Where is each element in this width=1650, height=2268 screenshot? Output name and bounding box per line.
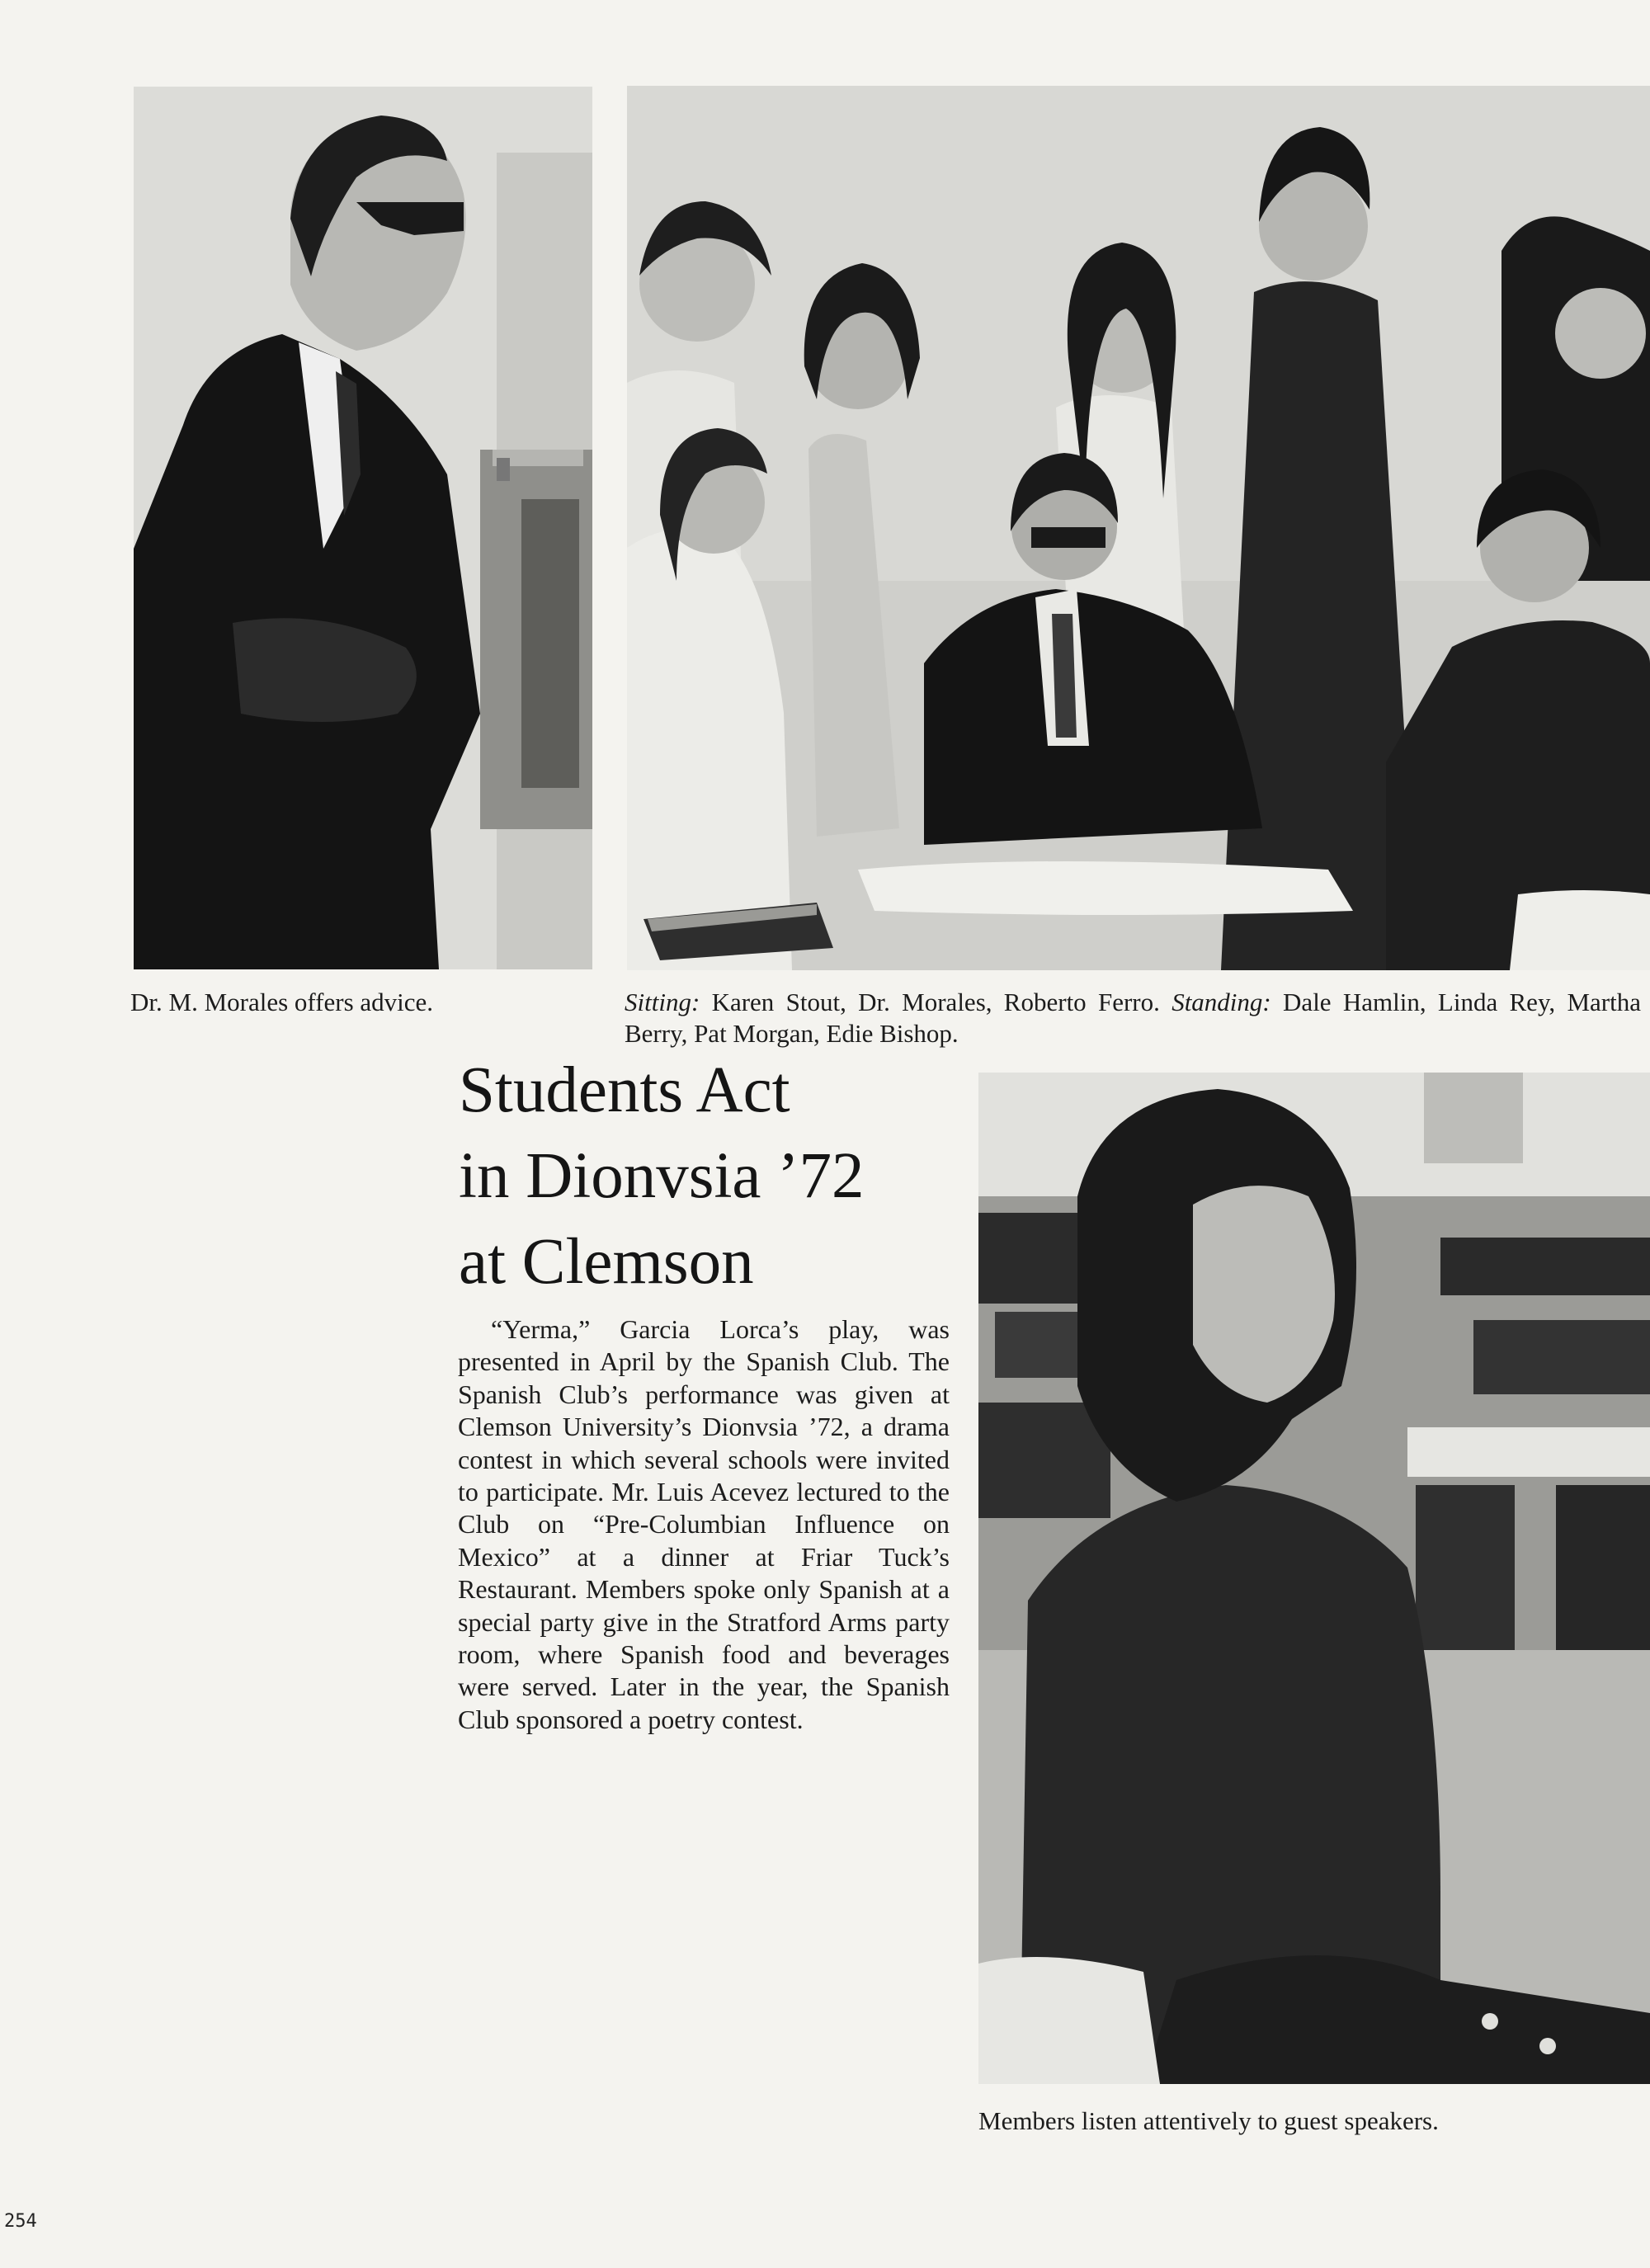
headline-line-3: at Clemson bbox=[459, 1226, 754, 1298]
headline-line-1: Students Act bbox=[459, 1054, 790, 1126]
group-caption bbox=[625, 987, 1641, 1049]
headline-line-2: in Dionvsia ’72 bbox=[459, 1140, 865, 1212]
article-headline bbox=[459, 1048, 954, 1305]
photo-spanish-club-group bbox=[627, 86, 1650, 970]
article-body: “Yerma,” Garcia Lorca’s play, was presented in April by the Spanish Club. The Spanish Club’s performance was given at Clemson University’s Dionvsia ’72, a drama contest in which several schools were invited to participate. Mr. Luis Acevez lectured to the Club on “Pre-Columbian Influence on Mexico” at a dinner at Friar Tuck’s Restaurant. Members spoke only Spanish at a special party give in the Stratford Arms party room, where Spanish food and beverages were served. Later in the year, the Spanish Club sponsored a poetry contest. bbox=[458, 1314, 950, 1734]
morales-caption: Dr. M. Morales offers advice. bbox=[130, 988, 434, 1016]
photo-member-listening bbox=[978, 1073, 1650, 2084]
caption-sitting-label: Sitting: bbox=[625, 988, 700, 1016]
member-caption: Members listen attentively to guest speakers. bbox=[978, 2106, 1439, 2135]
page-number: 254 bbox=[4, 2211, 37, 2232]
caption-sitting-names: Karen Stout, Dr. Morales, Roberto Ferro. bbox=[700, 988, 1172, 1016]
photo-dr-morales bbox=[134, 87, 592, 969]
caption-standing-names: Dale Hamlin, Linda Rey, Martha Berry, Pat Morgan, Edie Bishop. bbox=[625, 988, 1642, 1048]
caption-standing-label: Standing: bbox=[1172, 988, 1271, 1016]
